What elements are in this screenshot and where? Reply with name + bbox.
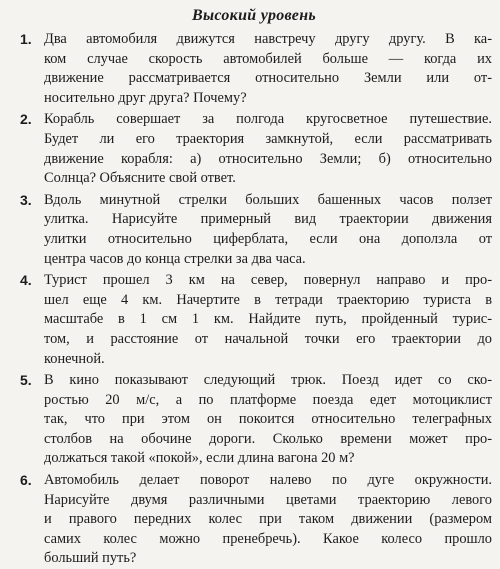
problem-text-line: конечной. xyxy=(44,350,105,367)
problem-text-line: Два автомобиля движутся навстречу другу другу. В ка- xyxy=(44,31,492,47)
problem-item xyxy=(16,271,492,369)
problem-text-line: так, что при этом он покоится относительно телеграфных xyxy=(44,411,492,428)
problem-item xyxy=(16,471,492,569)
problem-text-line: улитка. Нарисуйте примерный вид траектории движения xyxy=(44,211,492,228)
problem-text-line: Будет ли его траектория замкнутой, если рассматривать xyxy=(44,130,492,147)
problem-text-line: ком случае скорость автомобилей больше — когда их xyxy=(44,50,492,67)
problem-text-line: движение рассматривается относительно Земли или от- xyxy=(44,70,492,87)
problem-number: 6. xyxy=(20,472,32,489)
problem-text-line: Корабль совершает за полгода кругосветное путешествие. xyxy=(44,111,492,128)
problem-number: 1. xyxy=(20,31,32,47)
problem-text-line: столбов на обочине дороги. Сколько времени может про- xyxy=(44,430,492,447)
problem-text-line: том, и расстояние от начальной точки его траектории до xyxy=(44,330,492,347)
problem-text-line: ростью 20 м/с, а по платформе поезда едет мотоциклист xyxy=(44,391,492,408)
problem-text-line: Нарисуйте двумя различными цветами траекторию левого xyxy=(44,491,492,508)
problem-item xyxy=(16,110,492,188)
problem-item xyxy=(16,191,492,269)
problem-item xyxy=(16,30,492,108)
problem-text-line: шел еще 4 км. Начертите в тетради траекторию туриста в xyxy=(44,291,492,308)
problem-text-line: Автомобиль делает поворот налево по дуге окружности. xyxy=(44,472,492,489)
problem-text-line: должаться такой «покой», если длина вагона 20 м? xyxy=(44,450,355,467)
problem-number: 3. xyxy=(20,191,32,208)
problem-text-line: улитки относительно циферблата, если она доползла от xyxy=(44,230,492,247)
problem-number: 5. xyxy=(20,372,32,389)
problem-list xyxy=(16,30,492,569)
problem-number: 4. xyxy=(20,272,32,289)
problem-text-line: и правого передних колес при таком движении (размером xyxy=(44,511,492,528)
problem-text-line: центра часов до конца стрелки за два часа. xyxy=(44,250,306,267)
problem-text-line: В кино показывают следующий трюк. Поезд идет со ско- xyxy=(44,372,492,389)
problem-item xyxy=(16,371,492,469)
section-heading: Высокий уровень xyxy=(191,7,317,24)
problem-text-line: Турист прошел 3 км на север, повернул направо и про- xyxy=(44,272,492,289)
problem-text-line: движение корабля: а) относительно Земли; б) относительно xyxy=(44,150,492,167)
problem-text-line: больший путь? xyxy=(44,550,137,567)
problem-text-line: Солнца? Объясните свой ответ. xyxy=(44,170,236,187)
problem-number: 2. xyxy=(20,111,32,128)
problem-text-line: Вдоль минутной стрелки больших башенных часов ползет xyxy=(44,191,492,208)
problem-text-line: носительно друг друга? Почему? xyxy=(44,89,247,106)
problem-text-line: самих колес можно пренебречь). Какое колесо прошло xyxy=(44,530,492,547)
problem-text-line: масштабе в 1 см 1 км. Найдите путь, пройденный турис- xyxy=(44,311,492,328)
